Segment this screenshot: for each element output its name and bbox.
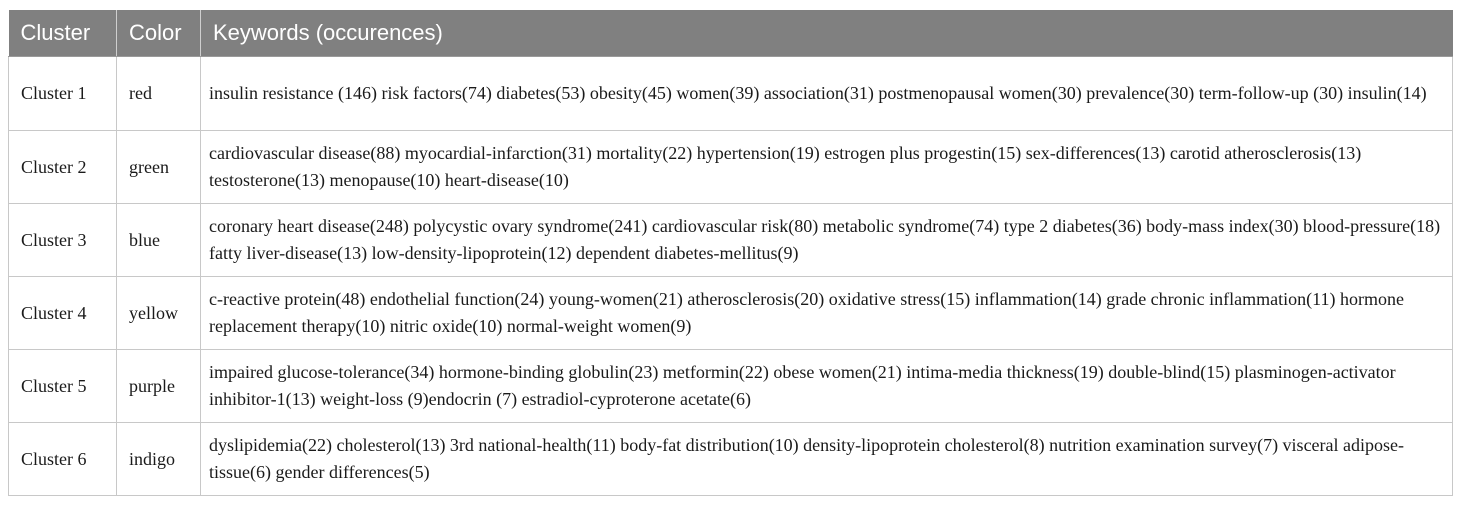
keywords-cell: coronary heart disease(248) polycystic ovary syndrome(241) cardiovascular risk(80) metabolic syndrome(74) type 2 diabetes(36) body-mass index(30) blood-pressure(18) fatty liver-disease(13) low-density-lipoprotein(12) dependent diabetes-mellitus(9): [201, 204, 1453, 277]
table-row: [9, 204, 1453, 277]
table-header-row: [9, 10, 1453, 57]
color-cell: indigo: [117, 423, 201, 496]
color-cell: purple: [117, 350, 201, 423]
keywords-cell: impaired glucose-tolerance(34) hormone-binding globulin(23) metformin(22) obese women(21) intima-media thickness(19) double-blind(15) plasminogen-activator inhibitor-1(13) weight-loss (9)endocrin (7) estradiol-cyproterone acetate(6): [201, 350, 1453, 423]
keywords-cell: cardiovascular disease(88) myocardial-infarction(31) mortality(22) hypertension(19) estrogen plus progestin(15) sex-differences(13) carotid atherosclerosis(13) testosterone(13) menopause(10) heart-disease(10): [201, 131, 1453, 204]
cluster-cell: Cluster 6: [9, 423, 117, 496]
header-cluster: Cluster: [9, 10, 117, 57]
cluster-keywords-table: [8, 10, 1453, 496]
table-row: [9, 350, 1453, 423]
table-row: [9, 277, 1453, 350]
keywords-cell: insulin resistance (146) risk factors(74) diabetes(53) obesity(45) women(39) association(31) postmenopausal women(30) prevalence(30) term-follow-up (30) insulin(14): [201, 57, 1453, 131]
color-cell: green: [117, 131, 201, 204]
header-color: Color: [117, 10, 201, 57]
color-cell: blue: [117, 204, 201, 277]
table-row: [9, 423, 1453, 496]
keywords-cell: dyslipidemia(22) cholesterol(13) 3rd national-health(11) body-fat distribution(10) density-lipoprotein cholesterol(8) nutrition examination survey(7) visceral adipose-tissue(6) gender differences(5): [201, 423, 1453, 496]
cluster-cell: Cluster 2: [9, 131, 117, 204]
color-cell: yellow: [117, 277, 201, 350]
cluster-cell: Cluster 5: [9, 350, 117, 423]
cluster-cell: Cluster 3: [9, 204, 117, 277]
cluster-cell: Cluster 1: [9, 57, 117, 131]
keywords-table-container: [8, 10, 1453, 496]
header-keywords: Keywords (occurences): [201, 10, 1453, 57]
keywords-cell: c-reactive protein(48) endothelial function(24) young-women(21) atherosclerosis(20) oxidative stress(15) inflammation(14) grade chronic inflammation(11) hormone replacement therapy(10) nitric oxide(10) normal-weight women(9): [201, 277, 1453, 350]
color-cell: red: [117, 57, 201, 131]
table-row: [9, 131, 1453, 204]
cluster-cell: Cluster 4: [9, 277, 117, 350]
table-row: [9, 57, 1453, 131]
